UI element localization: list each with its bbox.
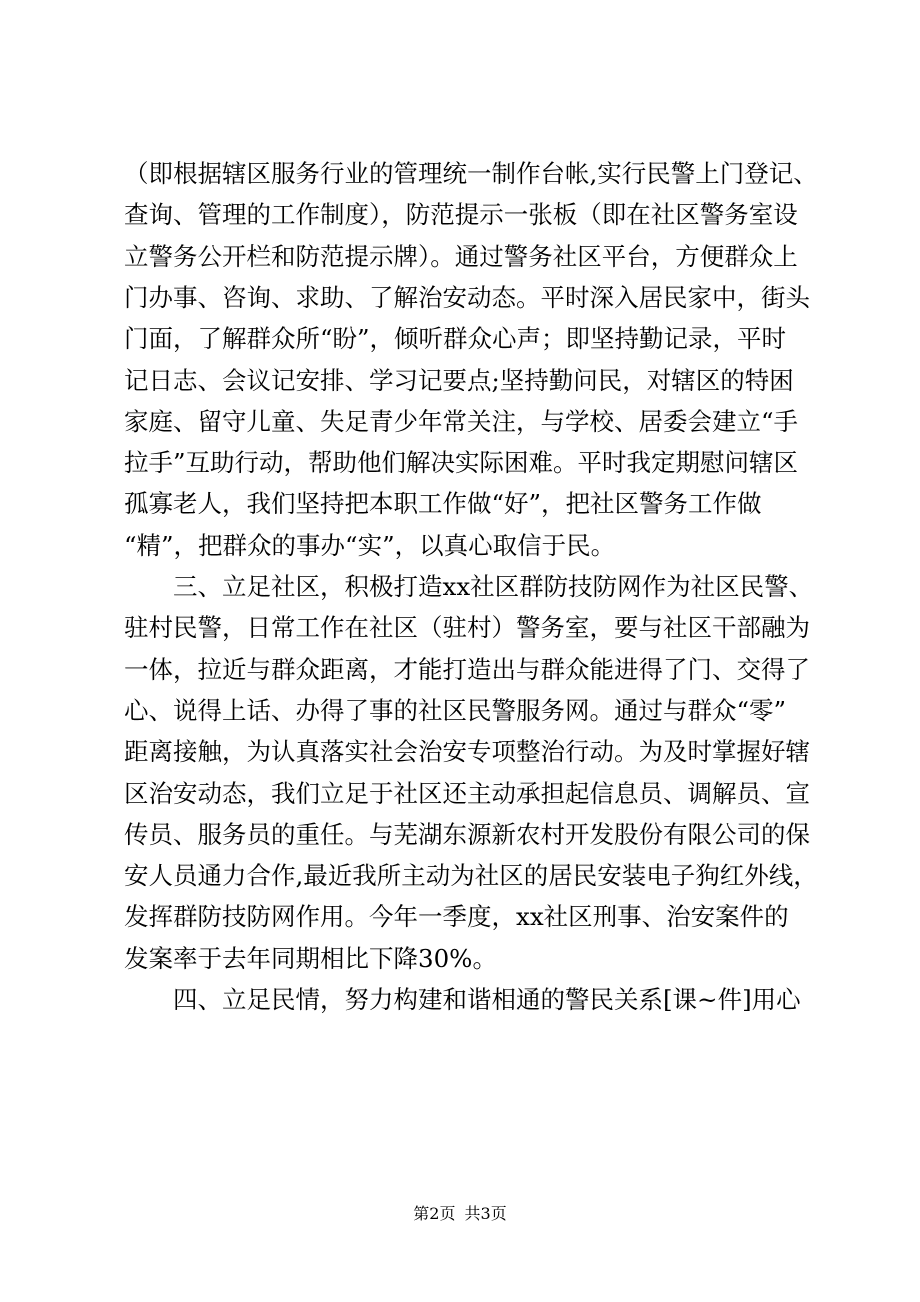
text-line: 家庭、留守儿童、失足青少年常关注，与学校、居委会建立“手 <box>124 406 799 436</box>
text-line: （即根据辖区服务行业的管理统一制作台帐,实行民警上门登记、 <box>124 159 818 188</box>
text-line: 距离接触，为认真落实社会治安专项整治行动。为及时掌握好辖 <box>124 737 810 767</box>
text-line: 门办事、咨询、求助、了解治安动态。平时深入居民家中，街头 <box>124 282 810 312</box>
text-line: 查询、管理的工作制度），防范提示一张板（即在社区警务室设 <box>124 200 798 230</box>
page-footer <box>0 1202 920 1226</box>
text-line: 驻村民警，日常工作在社区（驻村）警务室，要与社区干部融为 <box>124 613 810 643</box>
text-line: 传员、服务员的重任。与芜湖东源新农村开发股份有限公司的保 <box>124 819 810 849</box>
text-line: 区治安动态，我们立足于社区还主动承担起信息员、调解员、宣 <box>124 778 810 808</box>
text-line: 记日志、会议记安排、学习记要点;坚持勤问民，对辖区的特困 <box>124 365 794 395</box>
text-line: 心、说得上话、办得了事的社区民警服务网。通过与群众“零” <box>124 695 787 725</box>
text-line: 三、立足社区，积极打造xx社区群防技防网作为社区民警、 <box>173 572 814 601</box>
text-line: 门面，了解群众所“盼”，倾听群众心声；即坚持勤记录，平时 <box>124 324 787 354</box>
page-total: 共3页 <box>464 1204 507 1223</box>
page-number: 第2页 <box>413 1204 456 1223</box>
text-line: 安人员通力合作,最近我所主动为社区的居民安装电子狗红外线， <box>124 861 818 891</box>
text-line: 发挥群防技防网作用。今年一季度，xx社区刑事、治安案件的 <box>124 902 789 932</box>
text-line: 孤寡老人，我们坚持把本职工作做“好”，把社区警务工作做 <box>124 489 762 519</box>
text-line: 拉手”互助行动，帮助他们解决实际困难。平时我定期慰问辖区 <box>124 448 799 478</box>
text-line: 四、立足民情，努力构建和谐相通的警民关系[课~件]用心 <box>173 985 801 1014</box>
text-line: 发案率于去年同期相比下降30%。 <box>124 943 497 973</box>
text-line: 立警务公开栏和防范提示牌）。通过警务社区平台，方便群众上 <box>124 241 798 271</box>
text-line: 一体，拉近与群众距离，才能打造出与群众能进得了门、交得了 <box>124 654 810 684</box>
text-line: “精”，把群众的事办“实”，以真心取信于民。 <box>124 530 616 560</box>
